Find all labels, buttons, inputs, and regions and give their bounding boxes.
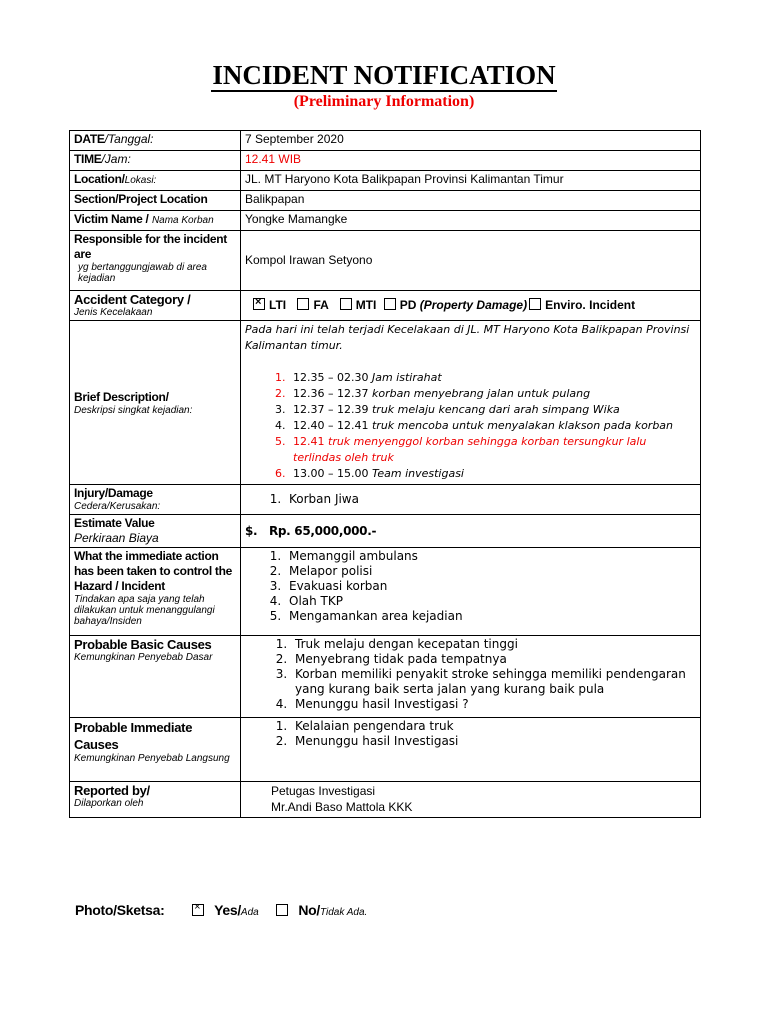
document-subtitle: (Preliminary Information): [293, 93, 475, 110]
action-value: [241, 548, 701, 636]
estimate-row: [70, 515, 701, 548]
immediate-row: [70, 718, 701, 782]
responsible-value: Kompol Irawan Setyono: [241, 231, 701, 291]
basic-item: 3. Korban memiliki penyakit stroke sehingga memiliki pendengaran yang kurang baik serta jalan yang kurang baik pula: [291, 667, 696, 697]
estimate-label: Estimate Value Perkiraan Biaya: [70, 515, 241, 548]
basic-item: 4. Menunggu hasil Investigasi ?: [291, 697, 696, 712]
section-value: Balikpapan: [241, 191, 701, 211]
mti-checkbox[interactable]: [340, 298, 352, 310]
brief-label: Brief Description/ Deskripsi singkat kejadian:: [70, 321, 241, 485]
immediate-item: 1. Kelalaian pengendara truk: [291, 719, 696, 734]
immediate-label: Probable Immediate Causes Kemungkinan Penyebab Langsung: [70, 718, 241, 782]
injury-item: 1. Korban Jiwa: [285, 492, 696, 507]
immediate-value: [241, 718, 701, 782]
action-label: What the immediate action has been taken to control the Hazard / Incident Tindakan apa saja yang telah dilakukan untuk menanggulangi bahaya/Insiden: [70, 548, 241, 636]
time-value: 12.41 WIB: [241, 151, 701, 171]
action-item: 2. Melapor polisi: [285, 564, 696, 579]
victim-value: Yongke Mamangke: [241, 211, 701, 231]
brief-intro: Pada hari ini telah terjadi Kecelakaan di JL. MT Haryono Kota Balikpapan Provinsi Kalimantan timur.: [245, 323, 690, 352]
photo-sketch-row: Photo/Sketsa: × Yes/Ada No/Tidak Ada.: [75, 902, 367, 918]
document-title: INCIDENT NOTIFICATION: [212, 60, 556, 90]
pd-checkbox[interactable]: [384, 298, 396, 310]
victim-row: [70, 211, 701, 231]
section-label: Section/Project Location: [70, 191, 241, 211]
brief-row: [70, 321, 701, 485]
photo-yes-checkbox[interactable]: [192, 904, 204, 916]
time-label: TIME/Jam:: [70, 151, 241, 171]
brief-item: 1. 12.35 – 02.30 Jam istirahat: [289, 370, 696, 386]
basic-value: [241, 636, 701, 718]
action-item: 4. Olah TKP: [285, 594, 696, 609]
victim-label: Victim Name / Nama Korban: [70, 211, 241, 231]
brief-item: 6. 13.00 – 15.00 Team investigasi: [289, 466, 696, 482]
reported-value: Petugas Investigasi Mr.Andi Baso Mattola KKK: [241, 782, 701, 818]
basic-item: 1. Truk melaju dengan kecepatan tinggi: [291, 637, 696, 652]
action-item: 5. Mengamankan area kejadian: [285, 609, 696, 624]
category-row: [70, 291, 701, 321]
location-label: Location/Lokasi:: [70, 171, 241, 191]
reported-label: Reported by/ Dilaporkan oleh: [70, 782, 241, 818]
responsible-label: Responsible for the incident are yg bertanggungjawab di area kejadian: [70, 231, 241, 291]
action-item: 3. Evakuasi korban: [285, 579, 696, 594]
time-row: [70, 151, 701, 171]
injury-value: [241, 485, 701, 515]
injury-row: [70, 485, 701, 515]
enviro-checkbox[interactable]: [529, 298, 541, 310]
brief-item: 3. 12.37 – 12.39 truk melaju kencang dari arah simpang Wika: [289, 402, 696, 418]
immediate-item: 2. Menunggu hasil Investigasi: [291, 734, 696, 749]
brief-item: 5. 12.41 truk menyenggol korban sehingga korban tersungkur lalu terlindas oleh truk: [289, 434, 696, 466]
location-value: JL. MT Haryono Kota Balikpapan Provinsi Kalimantan Timur: [241, 171, 701, 191]
brief-item: 4. 12.40 – 12.41 truk mencoba untuk menyalakan klakson pada korban: [289, 418, 696, 434]
injury-label: Injury/Damage Cedera/Kerusakan:: [70, 485, 241, 515]
basic-item: 2. Menyebrang tidak pada tempatnya: [291, 652, 696, 667]
basic-row: [70, 636, 701, 718]
brief-list: [245, 370, 696, 482]
action-row: [70, 548, 701, 636]
photo-label: Photo/Sketsa:: [75, 902, 165, 918]
location-row: [70, 171, 701, 191]
action-item: 1. Memanggil ambulans: [285, 549, 696, 564]
category-label: Accident Category / Jenis Kecelakaan: [70, 291, 241, 321]
responsible-row: [70, 231, 701, 291]
date-label: DATE/Tanggal:: [70, 131, 241, 151]
brief-item: 2. 12.36 – 12.37 korban menyebrang jalan untuk pulang: [289, 386, 696, 402]
incident-form-table: [69, 130, 701, 818]
category-options: ×LTI FA MTI PD (Property Damage) Enviro. Incident: [241, 291, 701, 321]
basic-label: Probable Basic Causes Kemungkinan Penyebab Dasar: [70, 636, 241, 718]
fa-checkbox[interactable]: [297, 298, 309, 310]
reported-row: [70, 782, 701, 818]
date-value: 7 September 2020: [241, 131, 701, 151]
lti-checkbox[interactable]: [253, 298, 265, 310]
photo-no-checkbox[interactable]: [276, 904, 288, 916]
date-row: [70, 131, 701, 151]
section-row: [70, 191, 701, 211]
brief-description: [241, 321, 701, 485]
estimate-value: $. Rp. 65,000,000.-: [241, 515, 701, 548]
